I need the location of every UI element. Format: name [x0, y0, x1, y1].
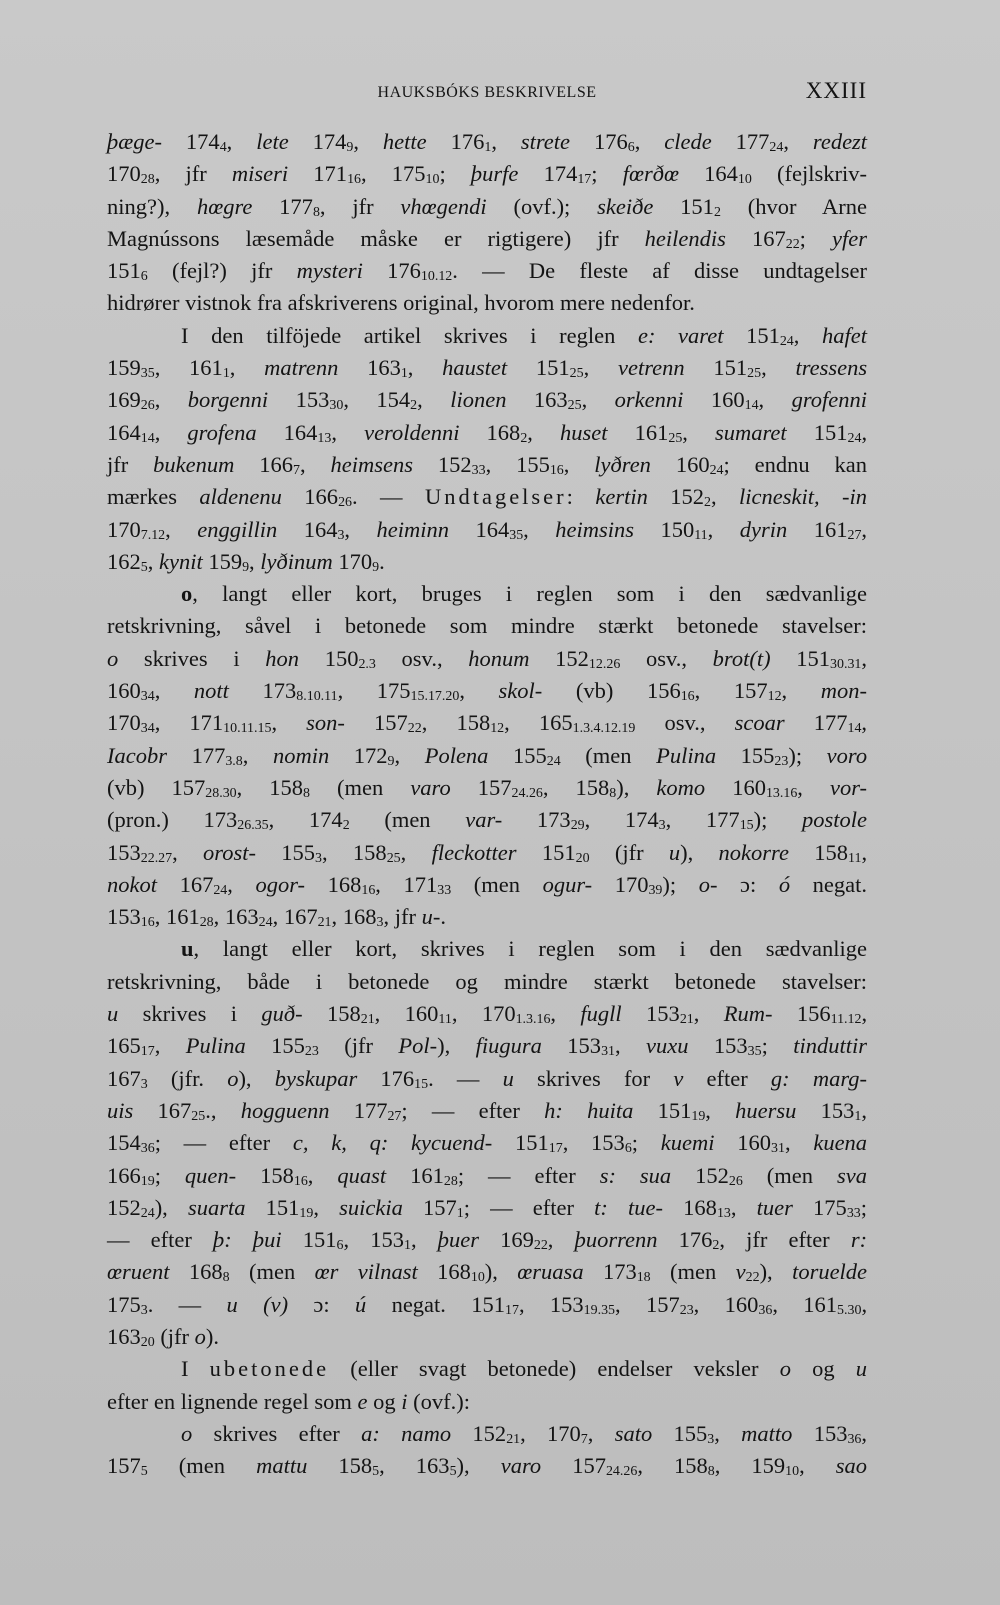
text-line: $157_5$ (men mattu $158_5$, $163_5$), varo $157_{24.26}$, $158_8$, $159_{10}$, sao	[107, 1453, 868, 1480]
text-line: $165_{17}$, Pulina $155_{23}$ (jfr Pol-), fiugura $153_{31}$, vuxu $153_{35}$; tinduttir	[107, 1033, 868, 1060]
text-line: $175_3$. — u (v) ɔ: ú negat. $151_{17}$, $153_{19.35}$, $157_{23}$, $160_{36}$, $161_{5.30}$,	[107, 1291, 868, 1318]
text-body	[107, 126, 867, 1482]
text-line: Iacobr $177_{3.8}$, nomin $172_9$, Polena $155_{24}$ (men Pulina $155_{23}$); voro	[107, 742, 868, 769]
text-line: þæge- $174_4$, lete $174_9$, hette $176_1$, strete $176_6$, clede $177_{24}$, redezt	[107, 129, 868, 156]
text-line: jfr bukenum $166_7$, heimsens $152_{33}$, $155_{16}$, lyðren $160_{24}$; endnu kan	[107, 451, 868, 479]
text-line: efter en lignende regel som e og i (ovf.):	[107, 1388, 471, 1414]
text-line: $159_{35}$, $161_1$, matrenn $163_1$, haustet $151_{25}$, vetrenn $151_{25}$, tressens	[107, 355, 868, 382]
text-line: u skrives i guð- $158_{21}$, $160_{11}$, $170_{1.3.16}$, fugll $153_{21}$, Rum- $156_{11.12}$,	[107, 1001, 868, 1028]
text-line: o skrives efter a: namo $152_{21}$, $170_7$, sato $155_3$, matto $153_{36}$,	[181, 1420, 868, 1447]
text-line: — efter þ: þui $151_6$, $153_1$, þuer $169_{22}$, þuorrenn $176_2$, jfr efter r:	[107, 1227, 868, 1254]
page-number: XXIII	[805, 78, 867, 103]
text-line: ning?), hœgre $177_8$, jfr vhœgendi (ovf.); skeiðe $151_2$ (hvor Arne	[107, 193, 868, 220]
text-line: uis $167_{25}$., hogguenn $177_{27}$; — efter h: huita $151_{19}$, huersu $153_1$,	[107, 1097, 868, 1124]
text-line: $169_{26}$, borgenni $153_{30}$, $154_2$, lionen $163_{25}$, orkenni $160_{14}$, grofenni	[107, 387, 868, 414]
text-line: Magnússons læsemåde måske er rigtigere) jfr heilendis $167_{22}$; yfer	[107, 225, 867, 252]
text-line: I ubetonede (eller svagt betonede) endelser veksler o og u	[181, 1356, 868, 1382]
text-line: I den tilföjede artikel skrives i reglen e: varet $151_{24}$, hafet	[181, 322, 868, 349]
text-line: $170_{28}$, jfr miseri $171_{16}$, $175_{10}$; þurfe $174_{17}$; fœrðœ $164_{10}$ (fejlskriv-	[107, 161, 867, 188]
text-line: u, langt eller kort, skrives i reglen som i den sædvanlige	[181, 936, 867, 962]
text-line: $167_3$ (jfr. o), byskupar $176_{15}$. — u skrives for v efter g: marg-	[107, 1065, 868, 1092]
text-line: retskrivning, såvel i betonede som mindre stærkt betonede stavelser:	[107, 613, 867, 639]
text-line: $166_{19}$; quen- $158_{16}$, quast $161_{28}$; — efter s: sua $152_{26}$ (men sva	[107, 1162, 867, 1189]
text-line: retskrivning, både i betonede og mindre stærkt betonede stavelser:	[107, 968, 867, 994]
text-line: (pron.) $173_{26.35}$, $174_2$ (men var- $173_{29}$, $174_3$, $177_{15}$); postole	[107, 807, 868, 834]
text-line: $152_{24}$), suarta $151_{19}$, suickia $157_1$; — efter t: tue- $168_{13}$, tuer $175_{33}$;	[107, 1194, 868, 1221]
text-line: œruent $168_8$ (men œr vilnast $168_{10}$), œruasa $173_{18}$ (men $v_{22}$), toruelde	[107, 1259, 868, 1286]
text-line: $160_{34}$, nott $173_{8.10.11}$, $175_{15.17.20}$, skol- (vb) $156_{16}$, $157_{12}$, mon-	[107, 678, 868, 705]
text-line: $153_{22.27}$, orost- $155_3$, $158_{25}$, fleckotter $151_{20}$ (jfr u), nokorre $158_{11}$,	[107, 839, 868, 866]
text-line: $154_{36}$; — efter c, k, q: kycuend- $151_{17}$, $153_6$; kuemi $160_{31}$, kuena	[107, 1130, 868, 1157]
text-line: $162_5$, kynit $159_9$, lyðinum $170_9$.	[107, 548, 385, 575]
text-line: $170_{7.12}$, enggillin $164_3$, heiminn $164_{35}$, heimsins $150_{11}$, dyrin $161_{27}$,	[107, 516, 868, 543]
text-line: mærkes aldenenu $166_{26}$. — Undtagelser: kertin $152_2$, licneskit, -in	[107, 484, 868, 511]
text-line: $170_{34}$, $171_{10.11.15}$, son- $157_{22}$, $158_{12}$, $165_{1.3.4.12.19}$ osv., scoar $177_{14}$,	[107, 710, 868, 737]
running-title: HAUKSBÓKS BESKRIVELSE	[377, 84, 597, 101]
text-line: $163_{20}$ (jfr o).	[107, 1323, 220, 1351]
text-line: $164_{14}$, grofena $164_{13}$, veroldenni $168_2$, huset $161_{25}$, sumaret $151_{24}$,	[107, 419, 868, 446]
text-line: $153_{16}$, $161_{28}$, $163_{24}$, $167_{21}$, $168_3$, jfr u-.	[107, 904, 446, 931]
running-header	[107, 78, 867, 108]
text-line: o skrives i hon $150_{2.3}$ osv., honum $152_{12.26}$ osv., brot(t) $151_{30.31}$,	[107, 645, 867, 672]
text-line: $151_6$ (fejl?) jfr mysteri $176_{10.12}$. — De fleste af disse undtagelser	[107, 258, 867, 285]
text-line: (vb) $157_{28.30}$, $158_8$ (men varo $157_{24.26}$, $158_8$), komo $160_{13.16}$, vor-	[107, 774, 867, 802]
text-line: hidrører vistnok fra afskriverens original, hvorom mere nedenfor.	[107, 290, 695, 316]
text-line: nokot $167_{24}$, ogor- $168_{16}$, $171_{33}$ (men ogur- $170_{39}$); o- ɔ: ó negat.	[107, 871, 868, 898]
text-line: o, langt eller kort, bruges i reglen som i den sædvanlige	[181, 581, 867, 607]
